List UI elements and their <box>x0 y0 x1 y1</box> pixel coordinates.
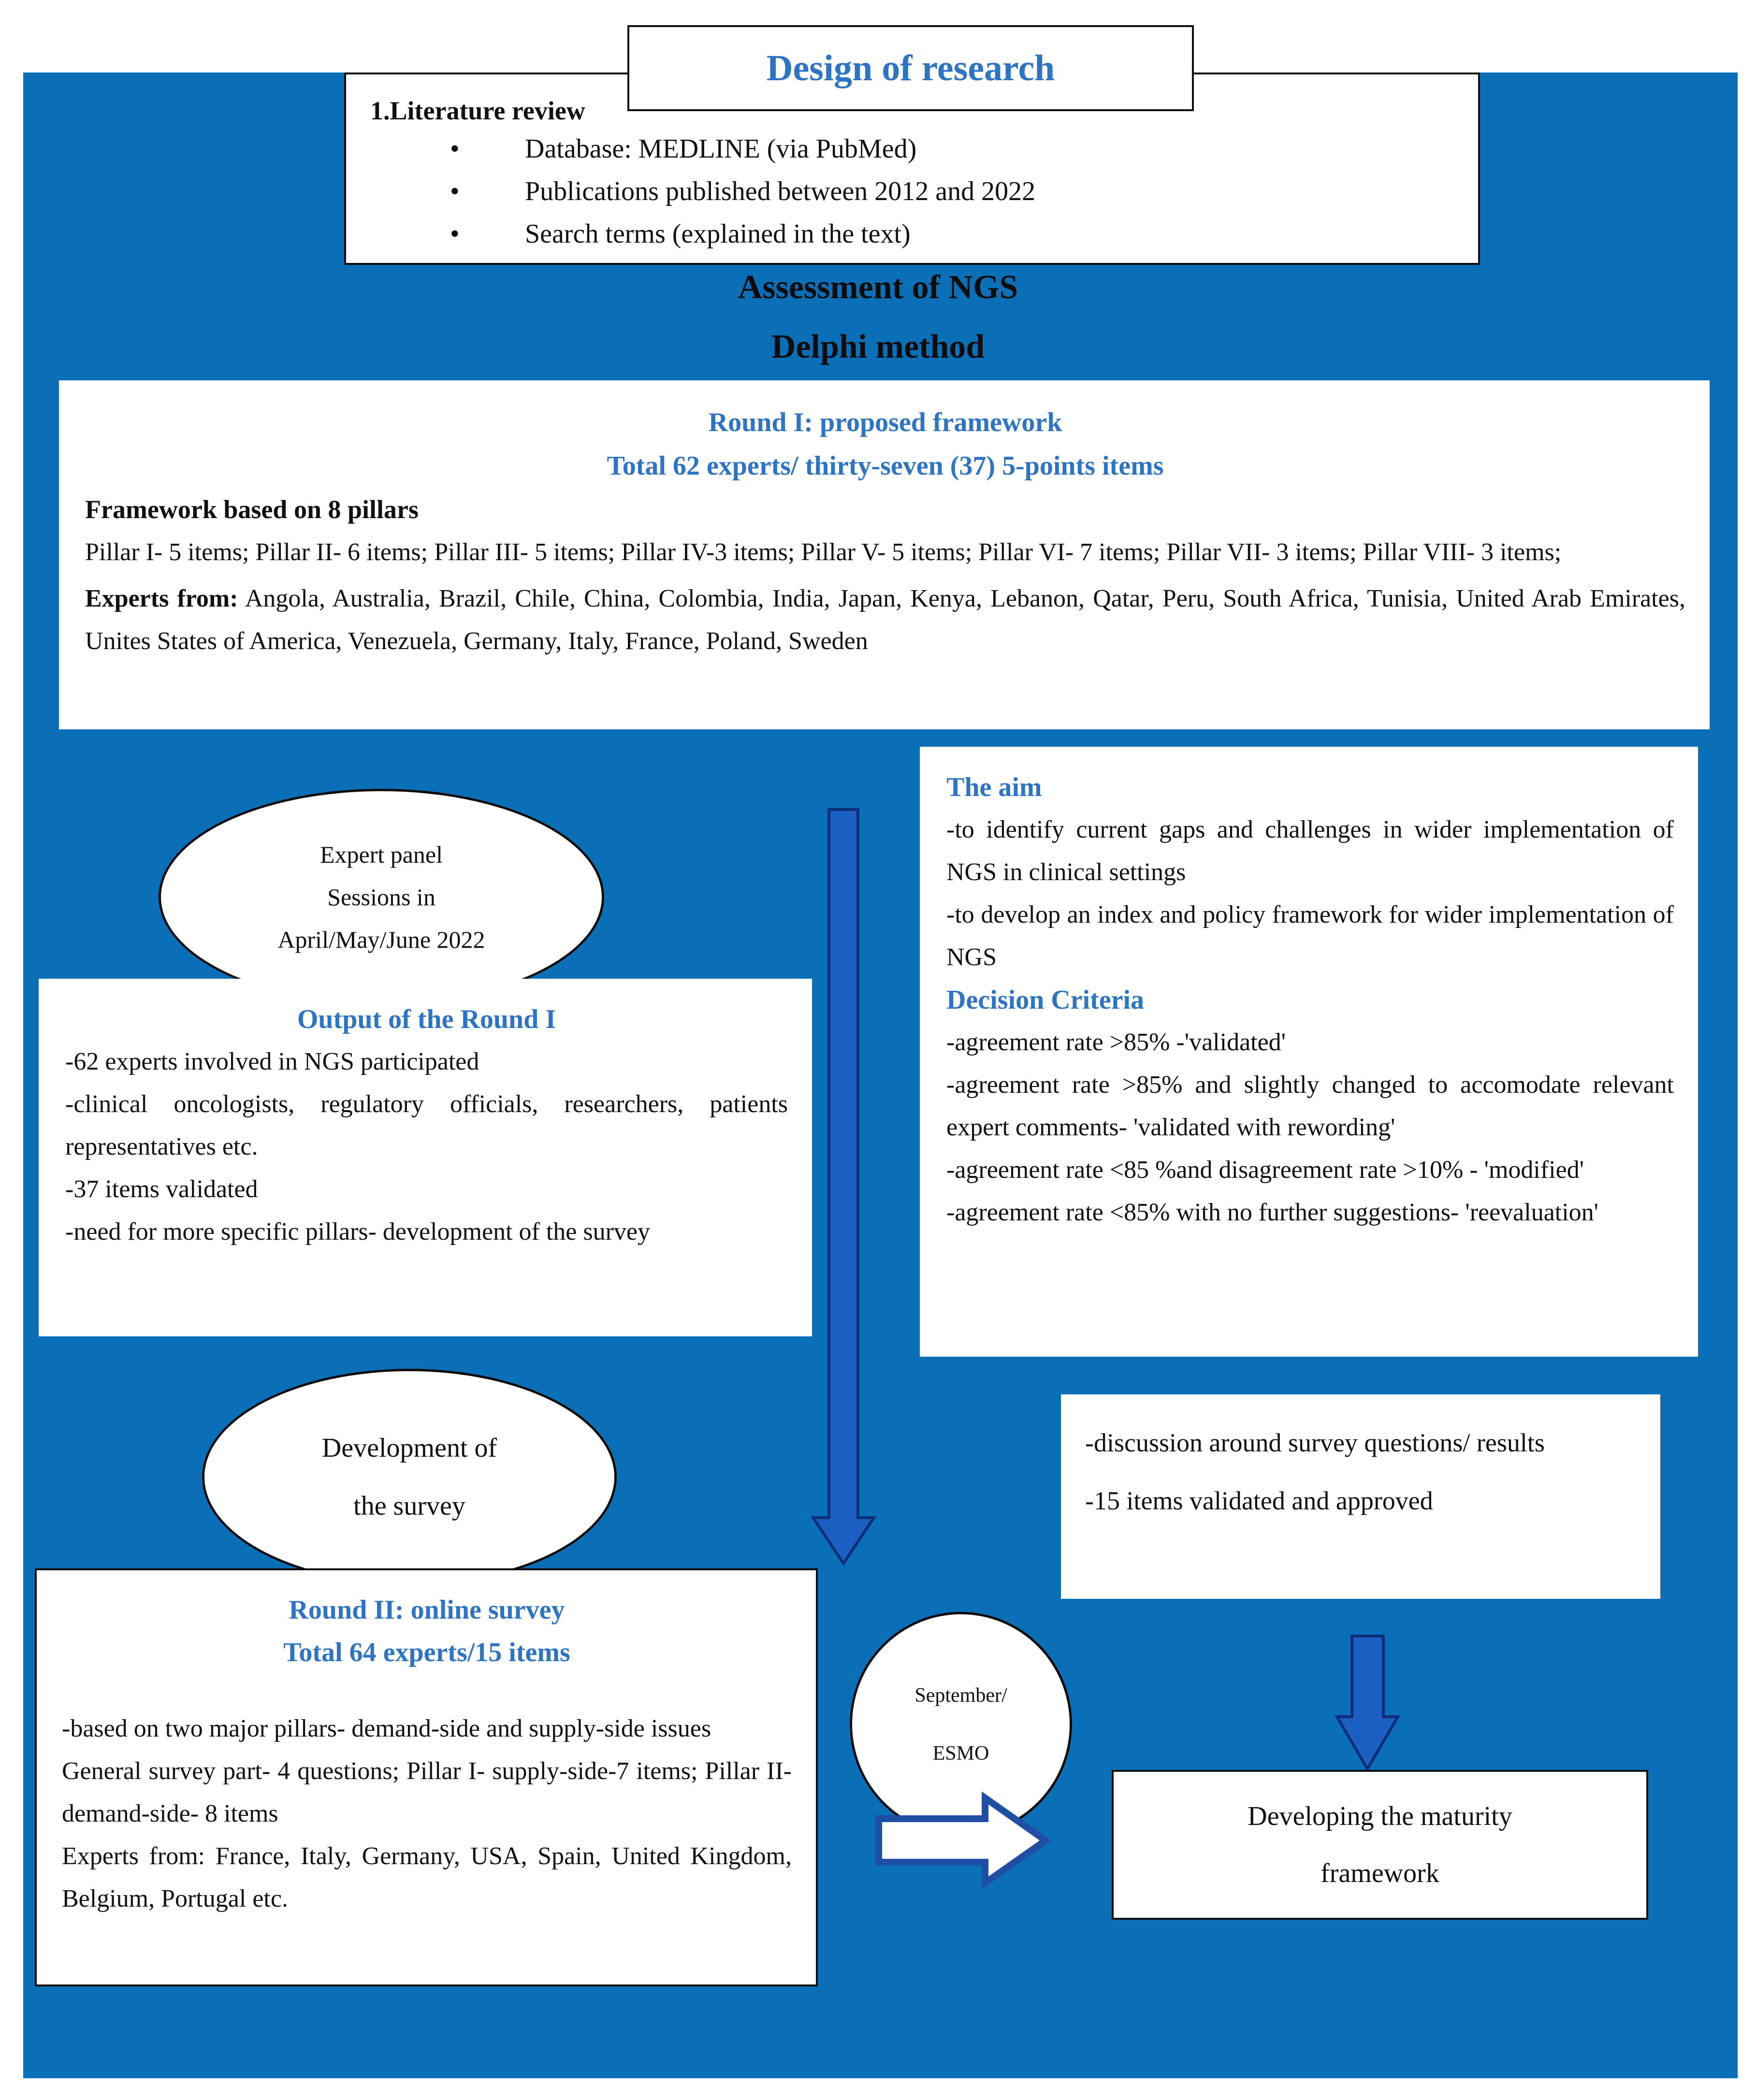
round1-title: Round I: proposed framework <box>708 407 1062 437</box>
criteria-item: -agreement rate >85% and slightly changed to accomodate relevant expert comments- 'validated with rewording' <box>946 1071 1674 1141</box>
round1-pillars: Pillar I- 5 items; Pillar II- 6 items; Pillar III- 5 items; Pillar IV-3 items; Pillar V- 5 items; Pillar VI- 7 items; Pillar VII- 3 items; Pillar VIII- 3 items; <box>85 538 1562 566</box>
criteria-title: Decision Criteria <box>946 985 1144 1015</box>
development-ellipse <box>202 1369 617 1585</box>
round2-subtitle: Total 64 experts/15 items <box>283 1637 570 1667</box>
september-line: September/ <box>914 1684 1007 1707</box>
maturity-line: framework <box>1321 1858 1439 1888</box>
literature-bullet: • Publications published between 2012 and 2022 <box>525 170 1478 213</box>
september-line: ESMO <box>932 1742 989 1765</box>
assessment-heading: Assessment of NGS <box>738 269 1018 306</box>
down-arrow-short-shape <box>1337 1636 1398 1769</box>
maturity-framework-box <box>1112 1770 1648 1920</box>
aim-box <box>920 747 1698 1357</box>
round1-experts-label: Experts from: <box>85 585 238 612</box>
round2-item: General survey part- 4 questions; Pillar I- supply-side-7 items; Pillar II- demand-side- 8 items <box>62 1757 792 1827</box>
literature-review-heading: 1.Literature review <box>370 96 585 125</box>
maturity-line: Developing the maturity <box>1248 1801 1512 1831</box>
down-arrow-long-shape <box>813 810 874 1564</box>
round2-title: Round II: online survey <box>289 1595 565 1625</box>
round2-item: Experts from: France, Italy, Germany, USA, Spain, United Kingdom, Belgium, Portugal etc. <box>62 1842 792 1912</box>
round2-item: -based on two major pillars- demand-side and supply-side issues <box>62 1715 711 1742</box>
title-box <box>627 25 1194 111</box>
literature-bullet: • Search terms (explained in the text) <box>525 213 1478 255</box>
expert-panel-line: Expert panel <box>319 841 443 868</box>
down-arrow-long <box>812 807 880 1571</box>
literature-review-list <box>525 128 1478 255</box>
literature-bullet: • Database: MEDLINE (via PubMed) <box>525 128 1478 170</box>
development-line: the survey <box>353 1491 465 1521</box>
delphi-heading: Delphi method <box>771 328 985 365</box>
aim-item: -to identify current gaps and challenges in wider implementation of NGS in clinical settings <box>946 816 1674 886</box>
output-item: -clinical oncologists, regulatory officials, researchers, patients representatives etc. <box>65 1090 788 1160</box>
expert-panel-line: April/May/June 2022 <box>277 926 485 953</box>
criteria-item: -agreement rate >85% -'validated' <box>946 1028 1286 1056</box>
round1-experts <box>85 578 1685 663</box>
round1-box <box>59 380 1710 729</box>
output-round1-box <box>39 979 812 1336</box>
criteria-item: -agreement rate <85 %and disagreement rate >10% - 'modified' <box>946 1156 1584 1184</box>
aim-title: The aim <box>946 772 1042 802</box>
diagram-title: Design of research <box>766 47 1055 88</box>
round2-box <box>35 1568 818 1986</box>
output-item: -62 experts involved in NGS participated <box>65 1048 479 1075</box>
aim-item: -to develop an index and policy framework for wider implementation of NGS <box>946 901 1674 971</box>
output-round1-title: Output of the Round I <box>297 1004 556 1034</box>
round1-experts-list: Angola, Australia, Brazil, Chile, China, Colombia, India, Japan, Kenya, Lebanon, Qatar, Peru, South Africa, Tunisia, United Arab Emirates, Unites States of America, Venezuela, Germany, Italy, France, Poland, Sweden <box>85 585 1685 655</box>
right-arrow-outline <box>874 1792 1053 1898</box>
expert-panel-ellipse <box>159 789 604 1005</box>
down-arrow-short <box>1335 1634 1403 1774</box>
discussion-box <box>1061 1394 1660 1599</box>
round1-framework-label: Framework based on 8 pillars <box>85 495 419 524</box>
right-arrow-outline-shape <box>879 1798 1045 1883</box>
criteria-item: -agreement rate <85% with no further suggestions- 'reevaluation' <box>946 1199 1599 1226</box>
development-line: Development of <box>321 1433 497 1463</box>
discussion-item: -discussion around survey questions/ results <box>1085 1428 1545 1457</box>
discussion-item: -15 items validated and approved <box>1085 1486 1433 1515</box>
expert-panel-line: Sessions in <box>327 883 435 911</box>
output-item: -need for more specific pillars- development of the survey <box>65 1218 650 1246</box>
output-item: -37 items validated <box>65 1175 258 1203</box>
round1-subtitle: Total 62 experts/ thirty-seven (37) 5-points items <box>607 451 1164 481</box>
